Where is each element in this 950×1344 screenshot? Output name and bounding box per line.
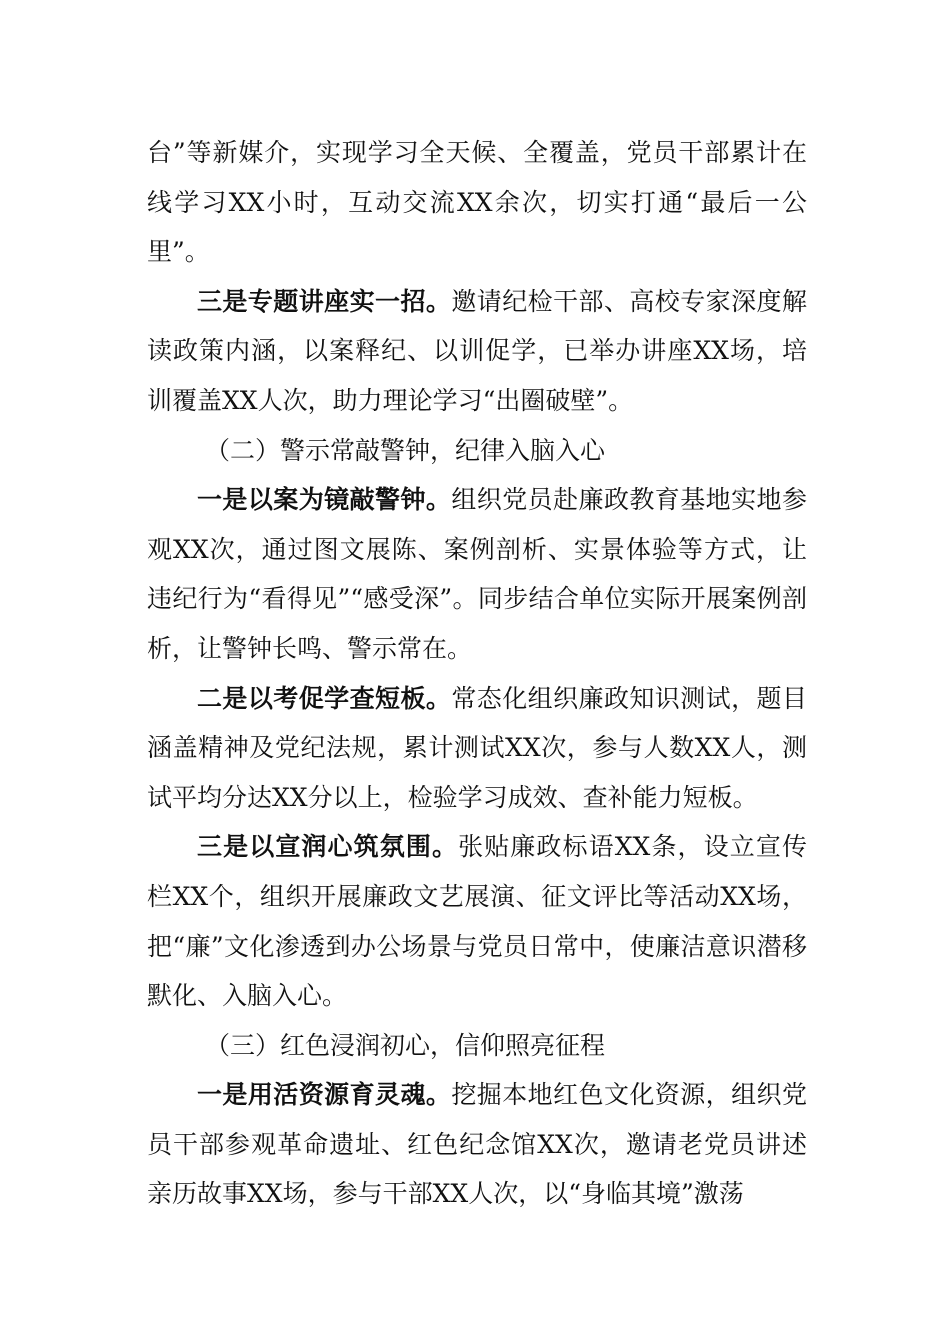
document-body — [147, 128, 807, 1219]
paragraph-case — [147, 475, 807, 673]
paragraph-lecture — [147, 277, 807, 426]
paragraph-lead: 二是以考促学查短板。 — [197, 683, 452, 713]
paragraph-continued — [147, 128, 807, 277]
paragraph-text: 组织党员赴廉政教育基地实地参观XX次，通过图文展陈、案例剖析、实景体验等方式，让违纪行为“看得见”“感受深”。同步结合单位实际开展案例剖析，让警钟长鸣、警示常在。 — [147, 485, 807, 663]
paragraph-lead: 一是以案为镜敲警钟。 — [197, 485, 452, 515]
paragraph-text: 挖掘本地红色文化资源，组织党员干部参观革命遗址、红色纪念馆XX次，邀请老党员讲述亲历故事XX场，参与干部XX人次，以“身临其境”激荡 — [147, 1080, 807, 1209]
paragraph-text: 台”等新媒介，实现学习全天候、全覆盖，党员干部累计在线学习XX小时，互动交流XX余次，切实打通“最后一公里”。 — [147, 138, 807, 267]
section-heading-2: （二）警示常敲警钟，纪律入脑入心 — [205, 435, 606, 465]
section-heading-3: （三）红色浸润初心，信仰照亮征程 — [205, 1030, 606, 1060]
paragraph-text: 常态化组织廉政知识测试，题目涵盖精神及党纪法规，累计测试XX次，参与人数XX人，测试平均分达XX分以上，检验学习成效、查补能力短板。 — [147, 683, 807, 812]
paragraph-lead: 三是以宣润心筑氛围。 — [197, 832, 459, 862]
paragraph-text: 张贴廉政标语XX条，设立宣传栏XX个，组织开展廉政文艺展演、征文评比等活动XX场，把“廉”文化渗透到办公场景与党员日常中，使廉洁意识潜移默化、入脑入心。 — [147, 832, 807, 1011]
paragraph-text: 邀请纪检干部、高校专家深度解读政策内涵，以案释纪、以训促学，已举办讲座XX场，培训覆盖XX人次，助力理论学习“出圈破壁”。 — [147, 286, 807, 415]
paragraph-lead: 三是专题讲座实一招。 — [197, 286, 452, 316]
paragraph-test — [147, 674, 807, 823]
paragraph-promotion — [147, 822, 807, 1020]
paragraph-resources — [147, 1070, 807, 1219]
paragraph-lead: 一是用活资源育灵魂。 — [197, 1080, 452, 1110]
